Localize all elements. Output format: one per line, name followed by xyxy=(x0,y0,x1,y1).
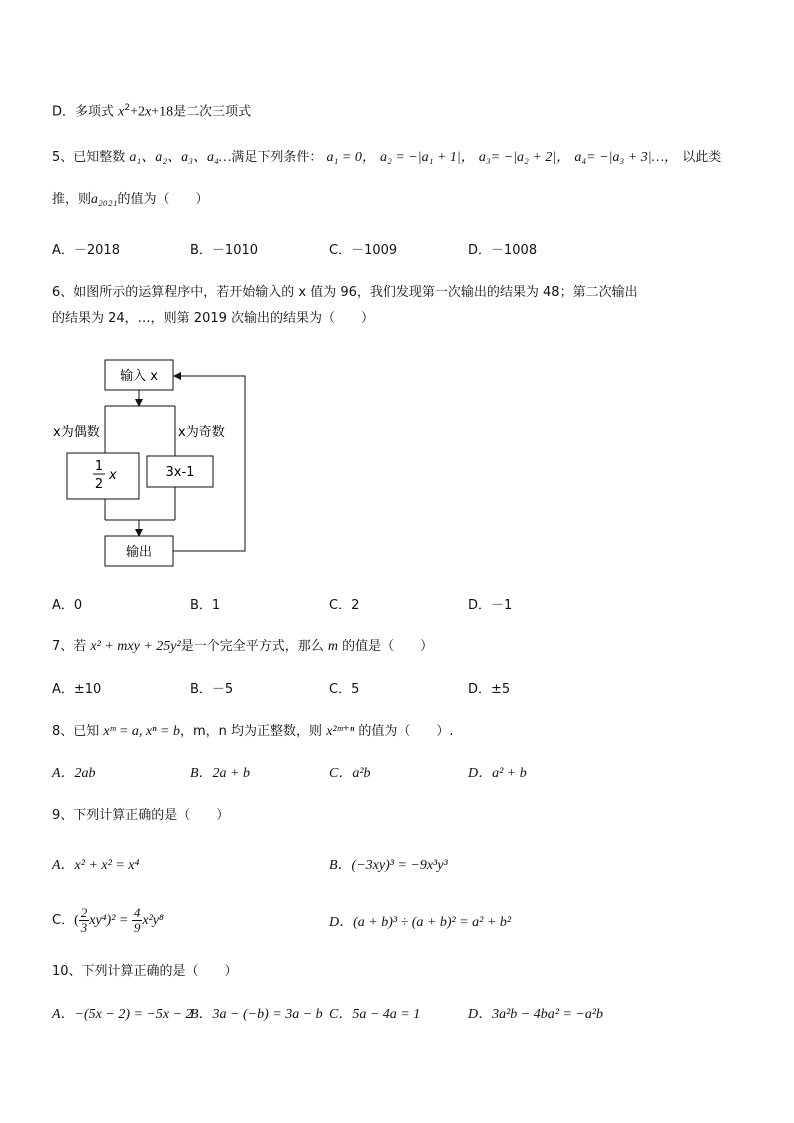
q5-option-d: D．－1008 xyxy=(468,243,538,258)
q6-option-a: A．0 xyxy=(52,598,83,613)
q7-option-c: C．5 xyxy=(329,682,360,697)
flow-odd-op: 3x-1 xyxy=(165,465,195,480)
q5-option-c: C．－1009 xyxy=(329,243,398,258)
q9-option-d: D．(a + b)³ ÷ (a + b)² = a² + b² xyxy=(329,915,512,930)
q7-option-a: A．±10 xyxy=(52,682,102,697)
q8-option-d: D．a² + b xyxy=(468,766,527,781)
q9-c-frac2: $\frac{4}{9}$ xyxy=(133,905,141,935)
q6-option-d: D．－1 xyxy=(468,598,513,613)
flow-output-label: 输出 xyxy=(125,545,153,560)
q10-option-a: A．−(5x − 2) = −5x − 2 xyxy=(52,1007,193,1022)
q5-stem-line2: 推，则a₂₀₂₁的值为（ ） xyxy=(52,192,209,207)
q6-option-c: C．2 xyxy=(329,598,360,613)
flow-odd-label: x为奇数 xyxy=(178,425,225,440)
q5-option-a: A．－2018 xyxy=(52,243,120,258)
q7-option-b: B．－5 xyxy=(190,682,234,697)
flow-input-label: 输入 x xyxy=(120,369,158,384)
q9-c-frac1: $\frac{2}{3}$ xyxy=(80,905,88,935)
q8-option-c: C．a²b xyxy=(329,766,371,781)
flow-half-var: x xyxy=(109,468,117,483)
flowchart xyxy=(48,350,308,580)
q9-option-c: C．( $\frac{2}{3}$ xy⁴)² = $\frac{4}{9}$ x²y⁸ xyxy=(52,905,164,935)
q7-stem: 7、若 x² + mxy + 25y²是一个完全平方式，那么 m 的值是（ ） xyxy=(52,639,434,654)
q7-option-d: D．±5 xyxy=(468,682,511,697)
q8-option-b: B．2a + b xyxy=(190,766,250,781)
q8-stem: 8、已知 xᵐ = a, xⁿ = b，m，n 均为正整数，则 x²ᵐ⁺ⁿ 的值为（ ）. xyxy=(52,724,454,739)
q4-option-d: D．多项式 $x^2+2x+18$是二次三项式 xyxy=(52,103,252,120)
q10-option-c: C．5a − 4a = 1 xyxy=(329,1007,421,1022)
flow-half-num: 1 xyxy=(94,459,104,474)
q10-option-b: B．3a − (−b) = 3a − b xyxy=(190,1007,323,1022)
q6-stem: 6、如图所示的运算程序中，若开始输入的 x 值为 96，我们发现第一次输出的结果为 48；第二次输出 xyxy=(52,285,638,300)
q5-option-b: B．－1010 xyxy=(190,243,259,258)
flow-half-den: 2 xyxy=(94,477,104,492)
q9-option-a: A．x² + x² = x⁴ xyxy=(52,858,140,873)
q9-stem: 9、下列计算正确的是（ ） xyxy=(52,808,230,823)
q10-option-d: D．3a²b − 4ba² = −a²b xyxy=(468,1007,604,1022)
q9-option-b: B．(−3xy)³ = −9x³y³ xyxy=(329,858,448,873)
q10-stem: 10、下列计算正确的是（ ） xyxy=(52,964,238,979)
q6-option-b: B．1 xyxy=(190,598,221,613)
q8-option-a: A．2ab xyxy=(52,766,96,781)
flow-even-label: x为偶数 xyxy=(53,425,100,440)
q6-stem-line2: 的结果为 24，…，则第 2019 次输出的结果为（ ） xyxy=(52,311,375,326)
q5-stem: 5、已知整数 a₁、a₂、a₃、a₄…满足下列条件： a₁ = 0， a₂ = −|a₁ + 1|， a₃= −|a₂ + 2|， a₄= −|a₃ + 3|…， 以此类 xyxy=(52,150,722,165)
